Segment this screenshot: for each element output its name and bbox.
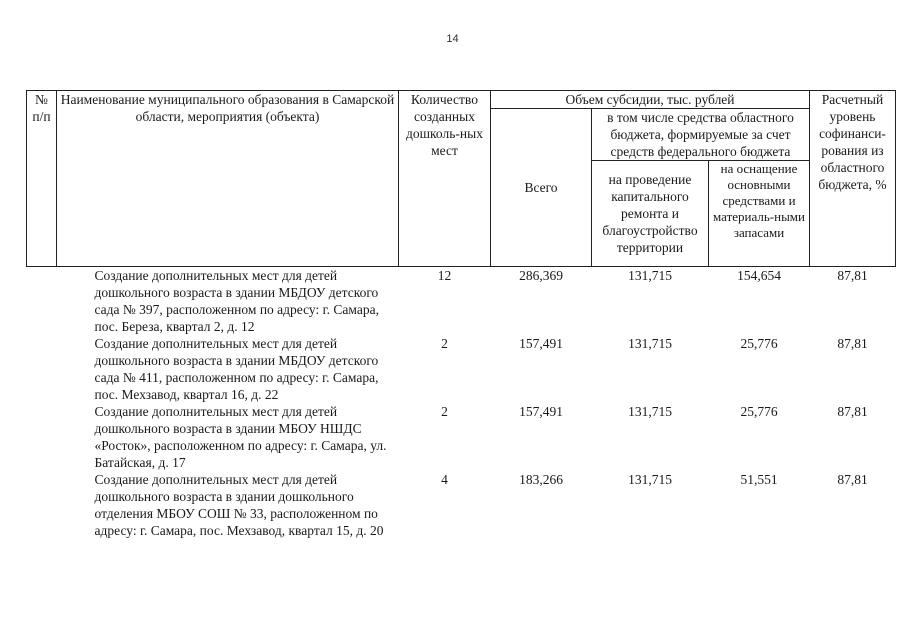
row-name: Создание дополнительных мест для детей дошкольного возраста в здании МБДОУ детского сада № 411, расположенном по адресу: г. Самара, пос. Мехзавод, квартал 16, д. 22 (94, 336, 379, 402)
row-total: 183,266 (519, 472, 563, 487)
header-equipment: на оснащение основными средствами и материаль-ными запасами (709, 161, 810, 267)
row-total: 286,369 (519, 268, 563, 283)
table-row (27, 335, 896, 403)
header-repair: на проведение капитального ремонта и благоустройство территории (592, 161, 709, 267)
subsidy-table (26, 90, 896, 539)
header-federal: в том числе средства областного бюджета, формируемые за счет средств федерального бюджета (592, 109, 810, 161)
row-rate: 87,81 (837, 404, 868, 419)
row-places: 2 (441, 336, 448, 351)
row-rate: 87,81 (837, 472, 868, 487)
table-row (27, 471, 896, 539)
header-places: Количество созданных дошколь-ных мест (399, 91, 491, 267)
row-places: 2 (441, 404, 448, 419)
header-num: № п/п (27, 91, 57, 267)
header-subsidy: Объем субсидии, тыс. рублей (491, 91, 810, 109)
row-rate: 87,81 (837, 336, 868, 351)
table-row (27, 403, 896, 471)
row-repair: 131,715 (628, 472, 672, 487)
page-number: 14 (446, 33, 459, 45)
row-total: 157,491 (519, 336, 563, 351)
row-total: 157,491 (519, 404, 563, 419)
row-rate: 87,81 (837, 268, 868, 283)
row-name: Создание дополнительных мест для детей дошкольного возраста в здании МБОУ НШДС «Росток», расположенном по адресу: г. Самара, ул. Батайская, д. 17 (94, 404, 387, 470)
row-places: 4 (441, 472, 448, 487)
header-total: Всего (491, 109, 592, 267)
header-rate: Расчетный уровень софинанси-рования из областного бюджета, % (810, 91, 896, 267)
row-repair: 131,715 (628, 404, 672, 419)
row-equipment: 154,654 (737, 268, 781, 283)
row-name: Создание дополнительных мест для детей дошкольного возраста в здании МБДОУ детского сада № 397, расположенном по адресу: г. Самара, пос. Береза, квартал 2, д. 12 (94, 268, 379, 334)
row-repair: 131,715 (628, 268, 672, 283)
table-row (27, 267, 896, 336)
row-repair: 131,715 (628, 336, 672, 351)
header-name: Наименование муниципального образования в Самарской области, мероприятия (объекта) (57, 91, 399, 267)
row-equipment: 51,551 (740, 472, 778, 487)
row-name: Создание дополнительных мест для детей дошкольного возраста в здании дошкольного отделения МБОУ СОШ № 33, расположенном по адресу: г. Самара, пос. Мехзавод, квартал 15, д. 20 (94, 472, 384, 538)
row-equipment: 25,776 (740, 404, 778, 419)
row-equipment: 25,776 (740, 336, 778, 351)
row-places: 12 (437, 268, 452, 283)
